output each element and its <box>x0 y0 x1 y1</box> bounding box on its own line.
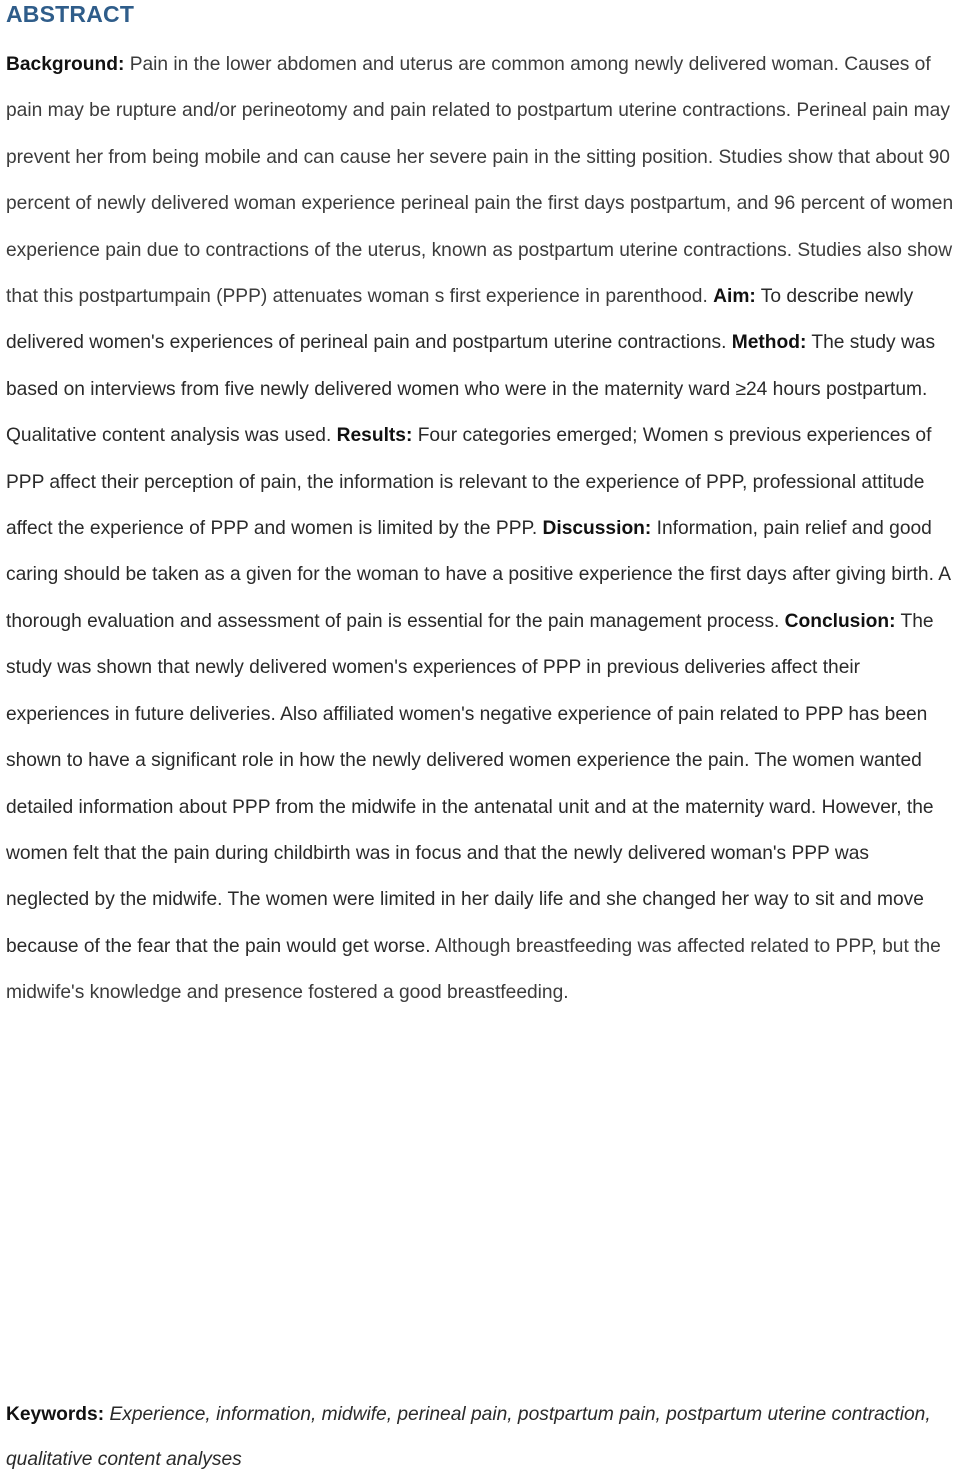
method-text: The study was based on interviews from five newly delivered women who were in the maternity ward ≥24 hours postpartum. Qualitative content analysis was used. <box>6 332 936 447</box>
method-label: Method: <box>731 332 807 354</box>
background-studies-text: Studies show that about 90 percent of newly delivered woman experience perineal pain the first days postpartum, and 96 percent of women experience pain due to contractions of the uterus, known as postpartum uterine contractions. Studies also show that this postpartumpain (PPP) attenuates woman s first experience in parenthood. <box>6 146 954 308</box>
results-label: Results: <box>336 425 413 447</box>
background-text: Pain in the lower abdomen and uterus are common among newly delivered woman. Causes of pain may be rupture and/or perineotomy and pain related to postpartum uterine contractions. Perineal pain may prevent her from being mobile and can cause her severe pain in the sitting position. <box>6 54 950 168</box>
aim-label: Aim: <box>713 286 756 308</box>
background-label: Background: <box>6 54 125 75</box>
results-text: Four categories emerged; Women s previous experiences of PPP affect their perception of pain, the information is relevant to the experience of PPP, professional attitude affect the experience of PPP and women is limited by the PPP. <box>6 425 932 540</box>
keywords-label: Keywords: <box>6 1404 105 1425</box>
conclusion-text: The study was shown that newly delivered women's experiences of PPP in previous deliveries affect their experiences in future deliveries. Also affiliated women's negative experience of pain related to PPP has been shown to have a significant role in how the newly delivered women experience the pain. The women wanted detailed information about PPP from the midwife in the antenatal unit and at the maternity ward. However, the women felt that the pain during childbirth was in focus and that the newly delivered woman's PPP was neglected by the midwife. The women were limited in her daily life and she changed her way to sit and move because of the fear that the pain would get worse. <box>6 610 934 957</box>
conclusion-label: Conclusion: <box>784 610 896 632</box>
conclusion-breastfeeding-text: Although breastfeeding was affected related to PPP, but the midwife's knowledge and presence fostered a good breastfeeding. <box>6 935 941 1004</box>
discussion-text: Information, pain relief and good caring should be taken as a given for the woman to have a positive experience the first days after giving birth. A thorough evaluation and assessment of pain is essential for the pain management process. <box>6 518 950 632</box>
aim-text: To describe newly delivered women's experiences of perineal pain and postpartum uterine contractions. <box>6 286 914 354</box>
abstract-heading: ABSTRACT <box>6 1 135 27</box>
keywords-list: Experience, information, midwife, perineal pain, postpartum pain, postpartum uterine contraction, qualitative content analyses <box>6 1404 931 1470</box>
discussion-label: Discussion: <box>542 518 652 540</box>
keywords-paragraph <box>6 1392 956 1482</box>
abstract-paragraph <box>6 42 956 1017</box>
